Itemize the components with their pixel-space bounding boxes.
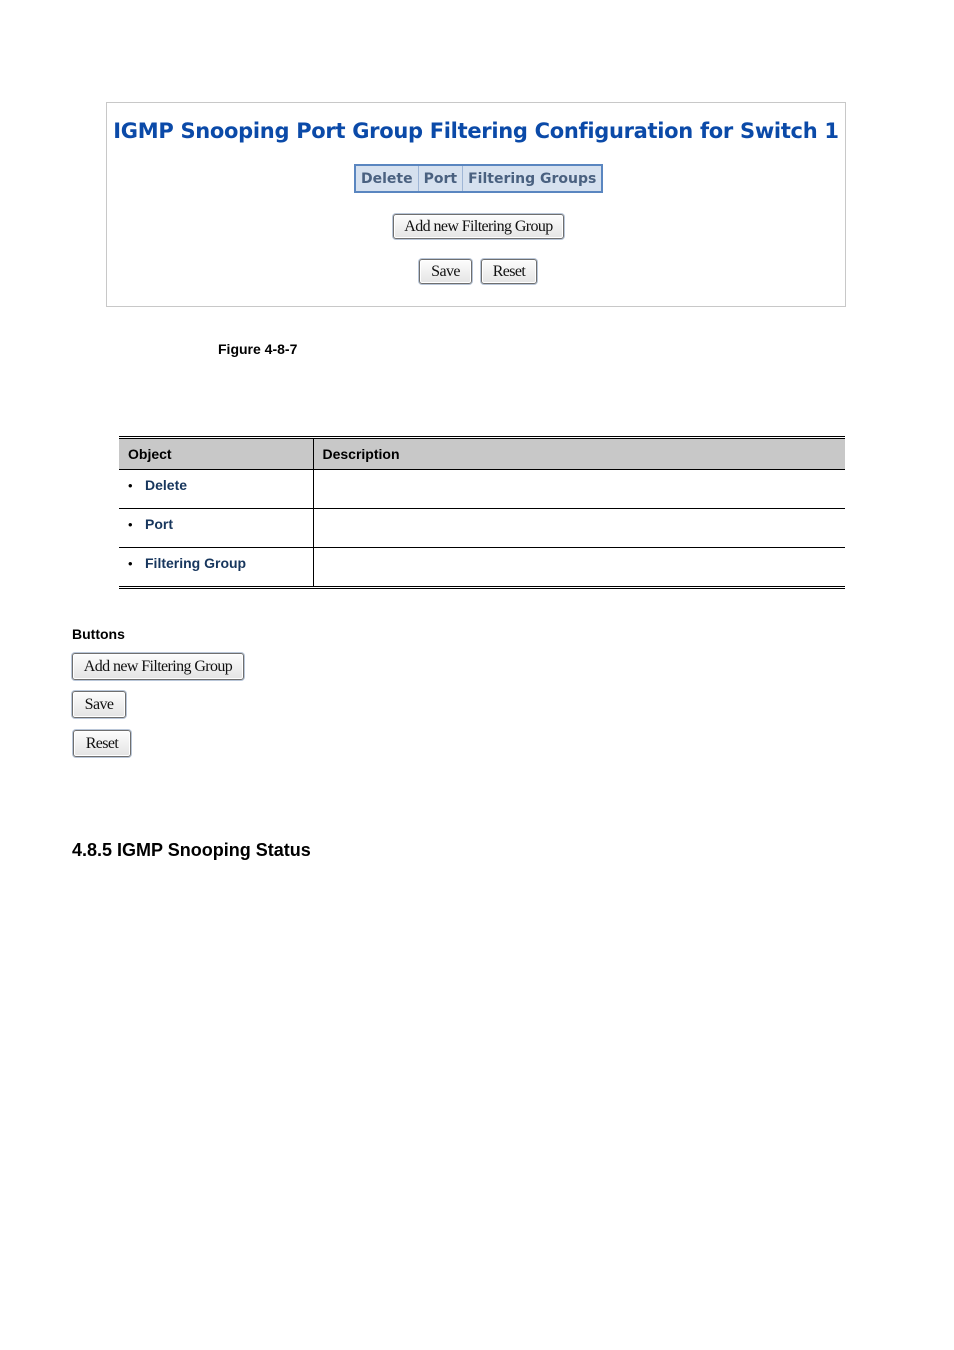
table-header-row: [119, 438, 845, 470]
save-button[interactable]: Save: [72, 691, 126, 718]
object-description: [313, 509, 845, 548]
bullet-icon: •: [128, 556, 133, 571]
add-new-filtering-group-button[interactable]: Add new Filtering Group: [72, 653, 244, 680]
reset-button[interactable]: Reset: [481, 259, 537, 284]
object-name: Delete: [145, 477, 188, 493]
filtering-table-header: [354, 164, 603, 193]
config-title: IGMP Snooping Port Group Filtering Configuration for Switch 1: [113, 119, 839, 143]
add-new-filtering-group-button[interactable]: Add new Filtering Group: [393, 214, 564, 239]
description-header: Description: [313, 438, 845, 470]
table-row: [119, 509, 845, 548]
object-description-table: [119, 436, 845, 589]
table-row: [119, 548, 845, 588]
section-heading: 4.8.5 IGMP Snooping Status: [72, 840, 311, 860]
object-description: [313, 548, 845, 588]
bullet-icon: •: [128, 478, 133, 493]
reset-button[interactable]: Reset: [73, 730, 131, 757]
column-port: Port: [418, 165, 462, 192]
column-filtering-groups: Filtering Groups: [463, 165, 603, 192]
object-description: [313, 470, 845, 509]
screenshot-frame: [106, 102, 846, 307]
object-name: Filtering Group: [145, 555, 247, 571]
save-button[interactable]: Save: [419, 259, 472, 284]
figure-caption: Figure 4-8-7: [218, 341, 298, 357]
table-row: [119, 470, 845, 509]
object-name: Port: [145, 516, 173, 532]
column-delete: Delete: [355, 165, 418, 192]
object-header: Object: [119, 438, 313, 470]
bullet-icon: •: [128, 517, 133, 532]
buttons-label: Buttons: [72, 626, 125, 642]
